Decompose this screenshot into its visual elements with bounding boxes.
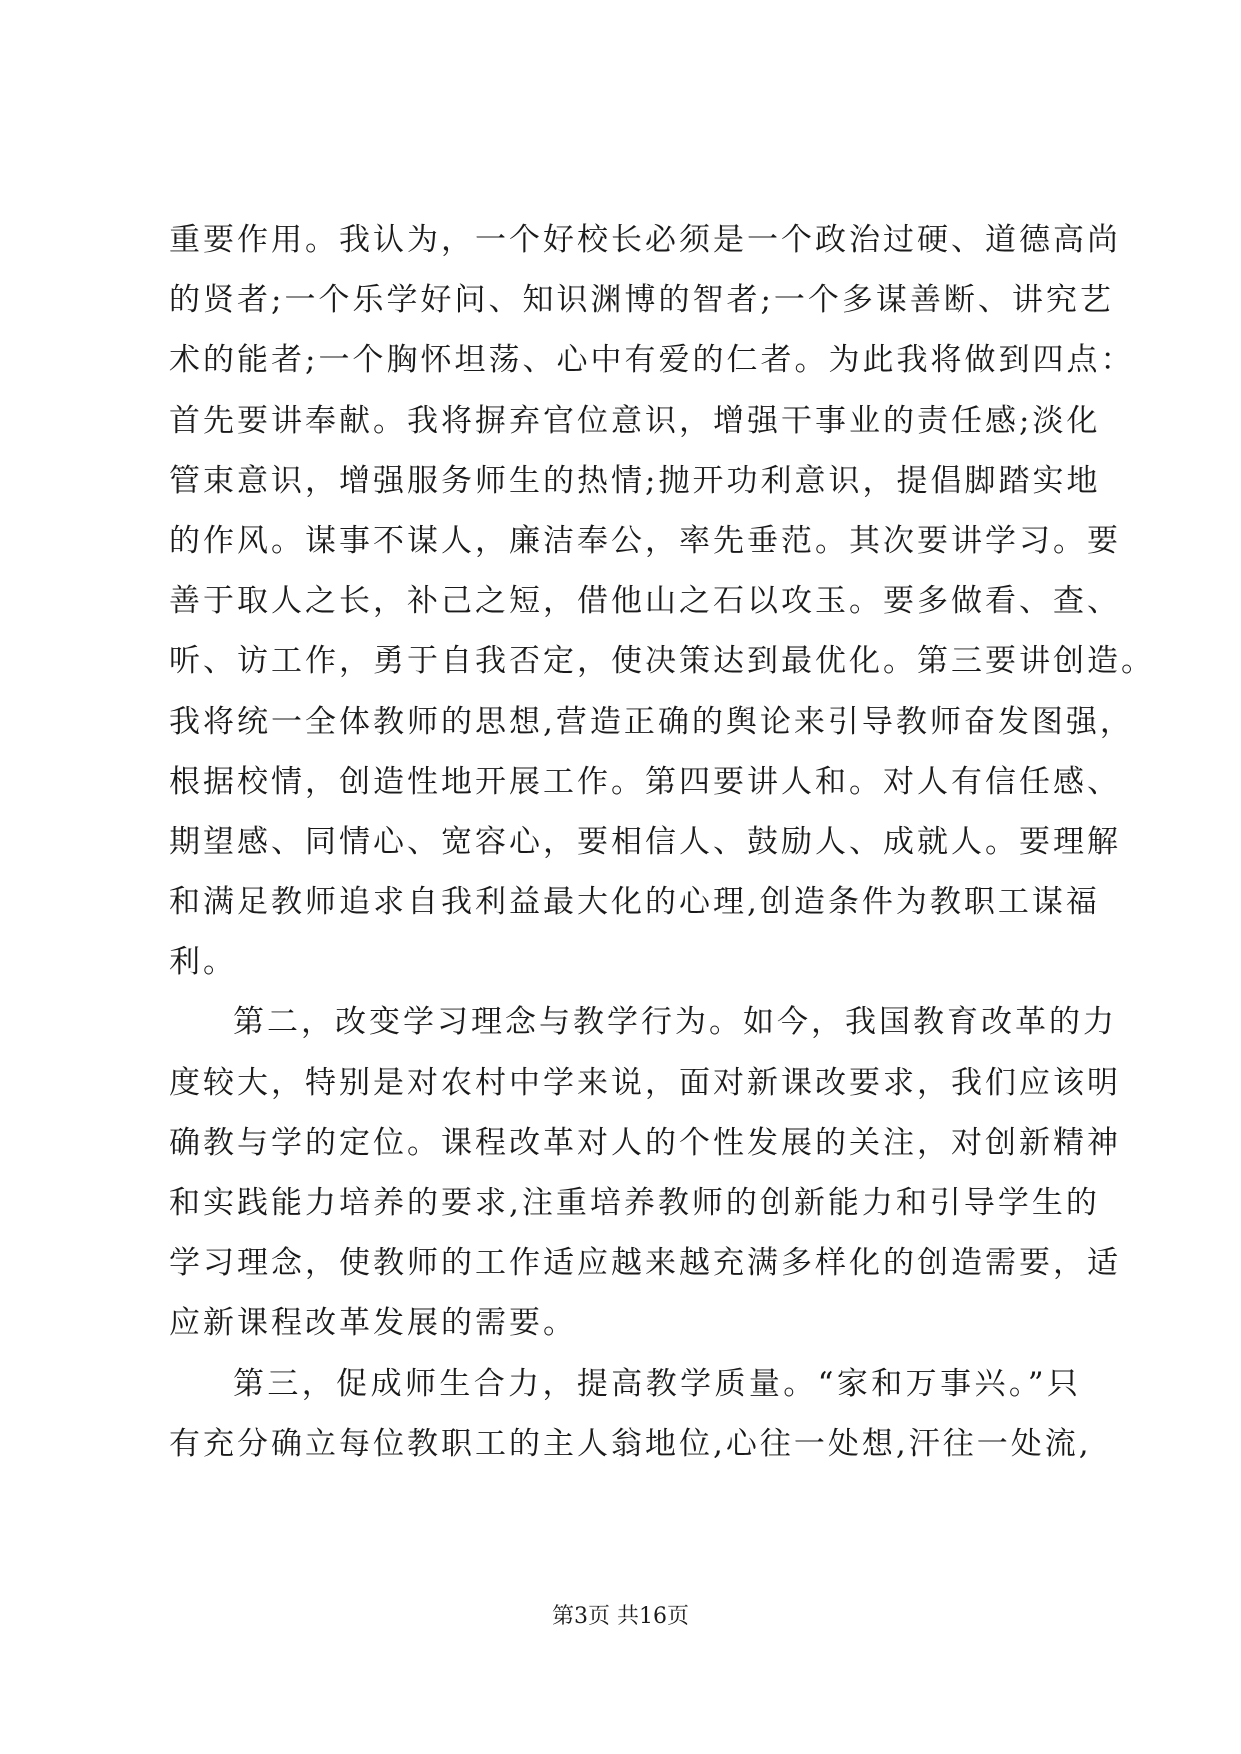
text-line: 学习理念，使教师的工作适应越来越充满多样化的创造需要，适	[169, 1245, 1121, 1282]
text-line: 的贤者;一个乐学好问、知识渊博的智者;一个多谋善断、讲究艺	[169, 282, 1114, 319]
paragraph-first-line: 第三，促成师生合力，提高教学质量。“家和万事兴。”只	[233, 1365, 1081, 1402]
text-line: 应新课程改革发展的需要。	[169, 1305, 577, 1342]
text-line: 我将统一全体教师的思想,营造正确的舆论来引导教师奋发图强，	[169, 703, 1134, 740]
text-line: 首先要讲奉献。我将摒弃官位意识，增强干事业的责任感;淡化	[169, 402, 1101, 439]
text-line: 确教与学的定位。课程改革对人的个性发展的关注，对创新精神	[169, 1124, 1121, 1161]
document-body	[169, 210, 1155, 1474]
text-line: 的作风。谋事不谋人，廉洁奉公，率先垂范。其次要讲学习。要	[169, 522, 1121, 559]
text-line: 善于取人之长，补己之短，借他山之石以攻玉。要多做看、查、	[169, 583, 1121, 620]
text-line: 和满足教师追求自我利益最大化的心理,创造条件为教职工谋福	[169, 884, 1100, 921]
text-line: 度较大，特别是对农村中学来说，面对新课改要求，我们应该明	[169, 1064, 1121, 1101]
text-line: 管束意识，增强服务师生的热情;抛开功利意识，提倡脚踏实地	[169, 462, 1101, 499]
text-line: 利。	[169, 944, 237, 981]
text-line: 术的能者;一个胸怀坦荡、心中有爱的仁者。为此我将做到四点：	[169, 342, 1135, 379]
paragraph-first-line: 第二，改变学习理念与教学行为。如今，我国教育改革的力	[233, 1004, 1117, 1041]
text-line: 和实践能力培养的要求,注重培养教师的创新能力和引导学生的	[169, 1185, 1100, 1221]
text-line: 重要作用。我认为，一个好校长必须是一个政治过硬、道德高尚	[169, 222, 1121, 258]
text-line: 有充分确立每位教职工的主人翁地位,心往一处想,汗往一处流,	[169, 1425, 1092, 1462]
page-number-footer: 第3页 共16页	[552, 1604, 689, 1629]
text-line: 根据校情，创造性地开展工作。第四要讲人和。对人有信任感、	[169, 763, 1121, 800]
text-line: 期望感、同情心、宽容心，要相信人、鼓励人、成就人。要理解	[169, 823, 1121, 860]
text-line: 听、访工作，勇于自我否定，使决策达到最优化。第三要讲创造。	[169, 643, 1155, 680]
